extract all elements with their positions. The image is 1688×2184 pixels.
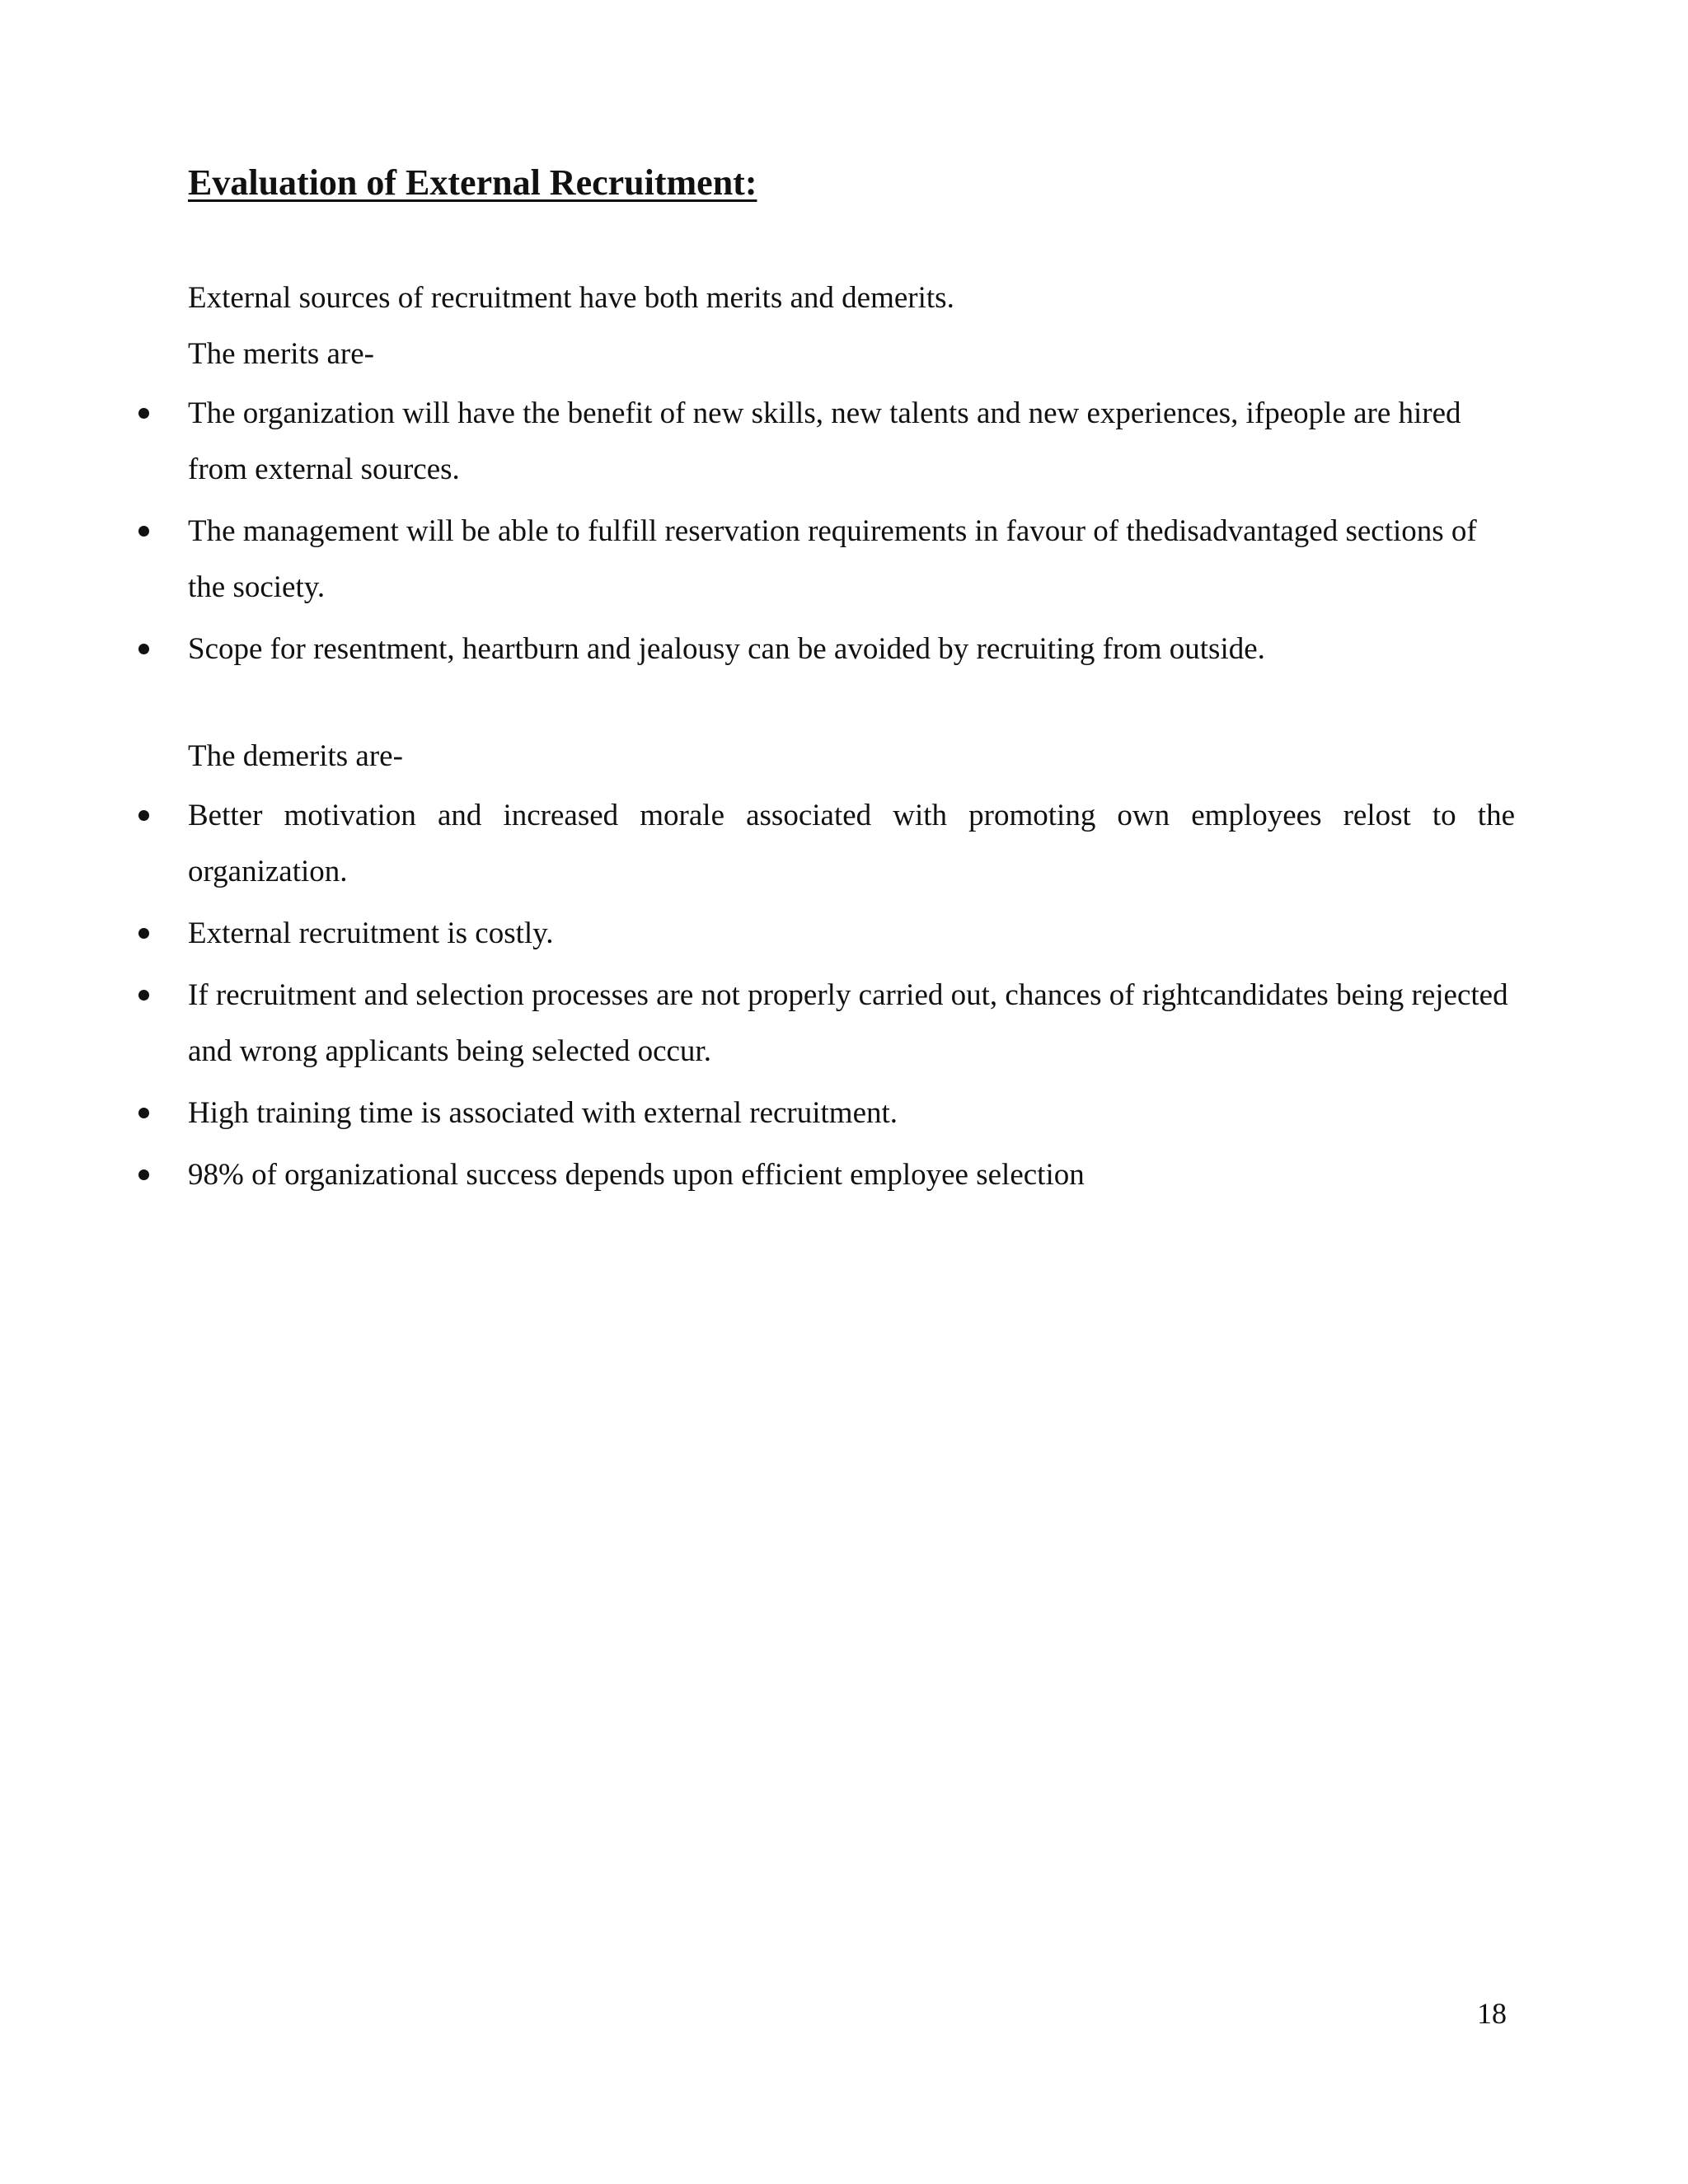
demerit-item xyxy=(0,1147,1515,1203)
demerit-text: Better motivation and increased morale associated with promoting own employees relost to the organization. xyxy=(188,799,1515,888)
bullet-icon xyxy=(138,644,149,654)
demerit-item xyxy=(0,968,1515,1080)
merit-item xyxy=(0,504,1515,616)
merits-label: The merits are- xyxy=(188,337,374,371)
bullet-icon xyxy=(138,990,149,1001)
demerits-list xyxy=(0,788,1515,1209)
merit-text: The organization will have the benefit of new skills, new talents and new experiences, ifpeople are hired from external sources. xyxy=(188,396,1461,486)
page-number: 18 xyxy=(1477,1997,1507,2030)
bullet-icon xyxy=(138,928,149,939)
demerit-item xyxy=(0,788,1515,900)
demerit-text: External recruitment is costly. xyxy=(188,916,554,950)
bullet-icon xyxy=(138,408,149,419)
demerit-text: High training time is associated with external recruitment. xyxy=(188,1096,898,1130)
demerit-item xyxy=(0,906,1515,962)
intro-paragraph: External sources of recruitment have both merits and demerits. xyxy=(188,281,954,315)
merit-text: Scope for resentment, heartburn and jealousy can be avoided by recruiting from outside. xyxy=(188,632,1265,666)
section-heading: Evaluation of External Recruitment: xyxy=(188,162,757,203)
bullet-icon xyxy=(138,526,149,537)
demerits-label: The demerits are- xyxy=(188,739,403,773)
merit-item xyxy=(0,621,1515,677)
demerit-text: If recruitment and selection processes are not properly carried out, chances of rightcandidates being rejected and wrong applicants being selected occur. xyxy=(188,978,1508,1068)
bullet-icon xyxy=(138,1169,149,1180)
demerit-text: 98% of organizational success depends upon efficient employee selection xyxy=(188,1158,1085,1192)
merit-item xyxy=(0,386,1515,498)
bullet-icon xyxy=(138,810,149,821)
merits-list xyxy=(0,386,1515,683)
bullet-icon xyxy=(138,1108,149,1118)
merit-text: The management will be able to fulfill reservation requirements in favour of thedisadvantaged sections of the society. xyxy=(188,514,1477,604)
demerit-item xyxy=(0,1085,1515,1141)
